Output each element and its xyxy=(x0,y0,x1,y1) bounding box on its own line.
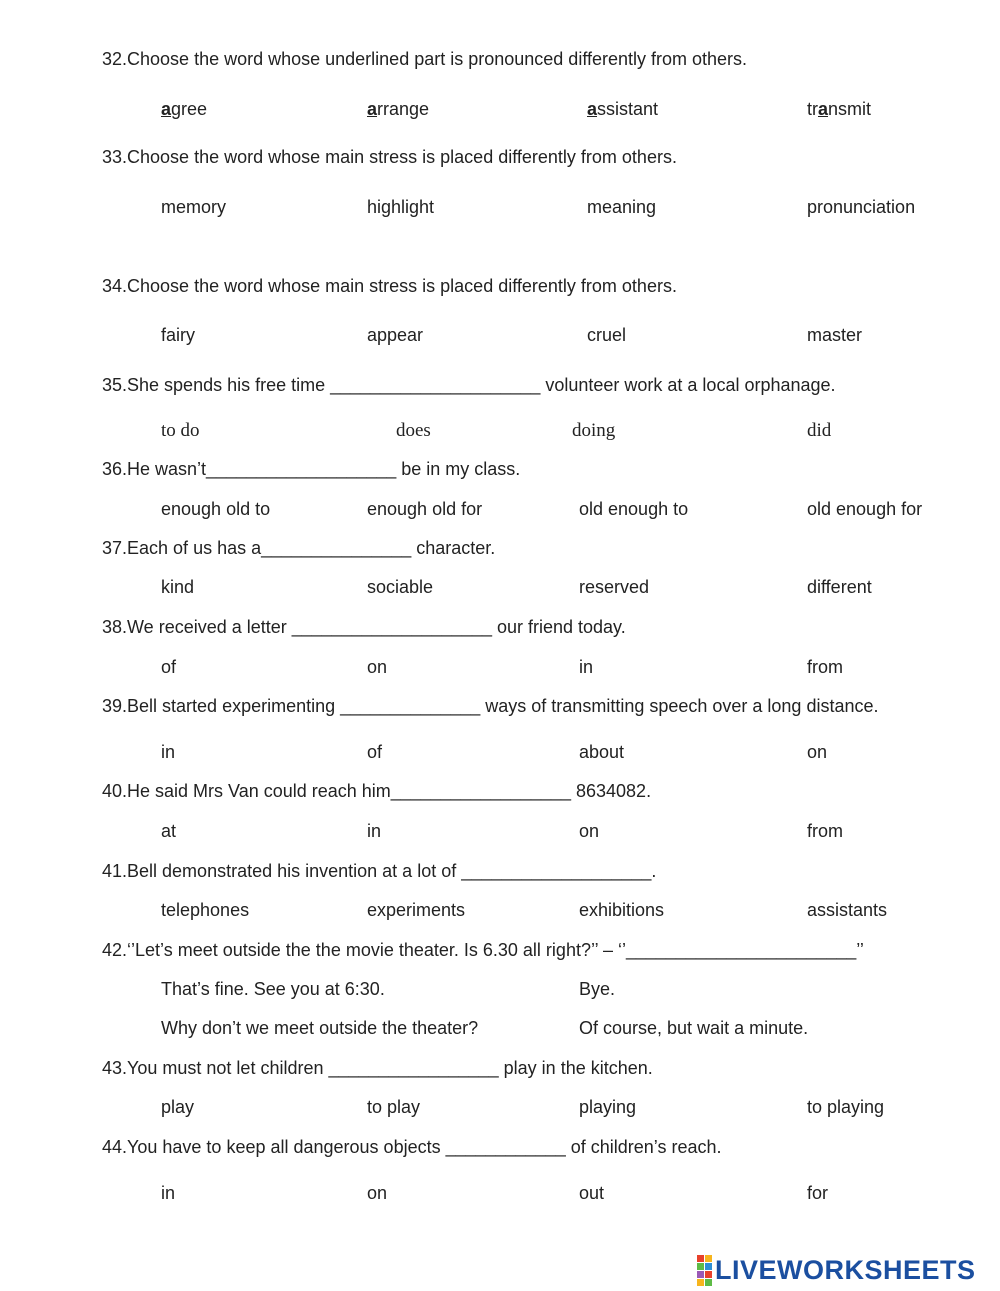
logo-block xyxy=(705,1263,712,1270)
option-34-a[interactable]: fairy xyxy=(161,325,196,345)
option-40-b[interactable]: in xyxy=(367,821,382,841)
option-43-a[interactable]: play xyxy=(161,1097,195,1117)
option-43-c[interactable]: playing xyxy=(579,1097,637,1117)
option-suffix: rrange xyxy=(377,99,430,119)
option-33-d[interactable]: pronunciation xyxy=(807,197,916,217)
option-35-c[interactable]: doing xyxy=(572,420,616,441)
question-36: 36.He wasn’t___________________ be in my class. xyxy=(102,459,521,479)
option-prefix: tr xyxy=(807,99,818,119)
underlined-letter: a xyxy=(587,99,598,119)
question-32: 32.Choose the word whose underlined part is pronounced differently from others. xyxy=(102,49,748,69)
logo-text: LIVEWORKSHEETS xyxy=(715,1254,976,1285)
question-43: 43.You must not let children _________________ play in the kitchen. xyxy=(102,1058,653,1078)
option-36-d[interactable]: old enough for xyxy=(807,499,923,519)
option-39-a[interactable]: in xyxy=(161,742,176,762)
question-42: 42.‘’Let’s meet outside the the movie theater. Is 6.30 all right?’’ – ‘’_______________________’’ xyxy=(102,940,864,960)
option-42-d[interactable]: Of course, but wait a minute. xyxy=(579,1018,809,1038)
question-41: 41.Bell demonstrated his invention at a lot of ___________________. xyxy=(102,861,657,881)
option-42-b[interactable]: Bye. xyxy=(579,979,616,999)
logo-block xyxy=(705,1279,712,1286)
option-40-a[interactable]: at xyxy=(161,821,177,841)
option-36-b[interactable]: enough old for xyxy=(367,499,483,519)
option-42-a[interactable]: That’s fine. See you at 6:30. xyxy=(161,979,385,999)
option-34-c[interactable]: cruel xyxy=(587,325,627,345)
option-37-a[interactable]: kind xyxy=(161,577,195,597)
option-44-a[interactable]: in xyxy=(161,1183,176,1203)
option-44-c[interactable]: out xyxy=(579,1183,605,1203)
option-32-c[interactable] xyxy=(587,99,658,120)
option-35-b[interactable]: does xyxy=(396,420,431,441)
option-39-d[interactable]: on xyxy=(807,742,828,762)
option-32-d[interactable] xyxy=(807,99,871,120)
option-36-a[interactable]: enough old to xyxy=(161,499,271,519)
logo-block xyxy=(697,1255,704,1262)
option-33-c[interactable]: meaning xyxy=(587,197,657,217)
option-38-b[interactable]: on xyxy=(367,657,388,677)
option-40-d[interactable]: from xyxy=(807,821,843,841)
logo-block xyxy=(697,1263,704,1270)
option-34-b[interactable]: appear xyxy=(367,325,424,345)
option-41-c[interactable]: exhibitions xyxy=(579,900,665,920)
question-37: 37.Each of us has a_______________ character. xyxy=(102,538,496,558)
option-37-b[interactable]: sociable xyxy=(367,577,434,597)
question-44: 44.You have to keep all dangerous objects ____________ of children’s reach. xyxy=(102,1137,722,1157)
option-34-d[interactable]: master xyxy=(807,325,863,345)
option-42-c[interactable]: Why don’t we meet outside the theater? xyxy=(161,1018,479,1038)
logo-block xyxy=(697,1271,704,1278)
question-34: 34.Choose the word whose main stress is placed differently from others. xyxy=(102,276,677,296)
option-33-a[interactable]: memory xyxy=(161,197,227,217)
option-36-c[interactable]: old enough to xyxy=(579,499,689,519)
option-39-c[interactable]: about xyxy=(579,742,625,762)
underlined-letter: a xyxy=(161,99,172,119)
option-43-d[interactable]: to playing xyxy=(807,1097,885,1117)
option-44-d[interactable]: for xyxy=(807,1183,829,1203)
liveworksheets-logo[interactable] xyxy=(697,1255,976,1285)
logo-block xyxy=(705,1255,712,1262)
option-38-a[interactable]: of xyxy=(161,657,177,677)
question-39: 39.Bell started experimenting ______________ ways of transmitting speech over a long distance. xyxy=(102,696,879,716)
option-suffix: nsmit xyxy=(828,99,872,119)
option-41-a[interactable]: telephones xyxy=(161,900,250,920)
option-38-c[interactable]: in xyxy=(579,657,594,677)
option-32-b[interactable] xyxy=(367,99,429,120)
option-32-a[interactable] xyxy=(161,99,207,120)
underlined-letter: a xyxy=(818,99,829,119)
option-37-d[interactable]: different xyxy=(807,577,872,597)
option-39-b[interactable]: of xyxy=(367,742,383,762)
question-38: 38.We received a letter ____________________ our friend today. xyxy=(102,617,626,637)
option-suffix: gree xyxy=(171,99,208,119)
option-37-c[interactable]: reserved xyxy=(579,577,650,597)
logo-blocks-icon xyxy=(697,1255,712,1286)
option-35-d[interactable]: did xyxy=(807,420,832,441)
option-44-b[interactable]: on xyxy=(367,1183,388,1203)
option-33-b[interactable]: highlight xyxy=(367,197,435,217)
question-35: 35.She spends his free time _____________________ volunteer work at a local orphanage. xyxy=(102,375,836,395)
logo-block xyxy=(705,1271,712,1278)
underlined-letter: a xyxy=(367,99,378,119)
question-40: 40.He said Mrs Van could reach him__________________ 8634082. xyxy=(102,781,652,801)
logo-block xyxy=(697,1279,704,1286)
option-43-b[interactable]: to play xyxy=(367,1097,421,1117)
question-33: 33.Choose the word whose main stress is placed differently from others. xyxy=(102,147,677,167)
option-40-c[interactable]: on xyxy=(579,821,600,841)
option-suffix: ssistant xyxy=(597,99,659,119)
option-41-b[interactable]: experiments xyxy=(367,900,466,920)
option-35-a[interactable]: to do xyxy=(161,420,200,441)
option-38-d[interactable]: from xyxy=(807,657,843,677)
option-41-d[interactable]: assistants xyxy=(807,900,888,920)
